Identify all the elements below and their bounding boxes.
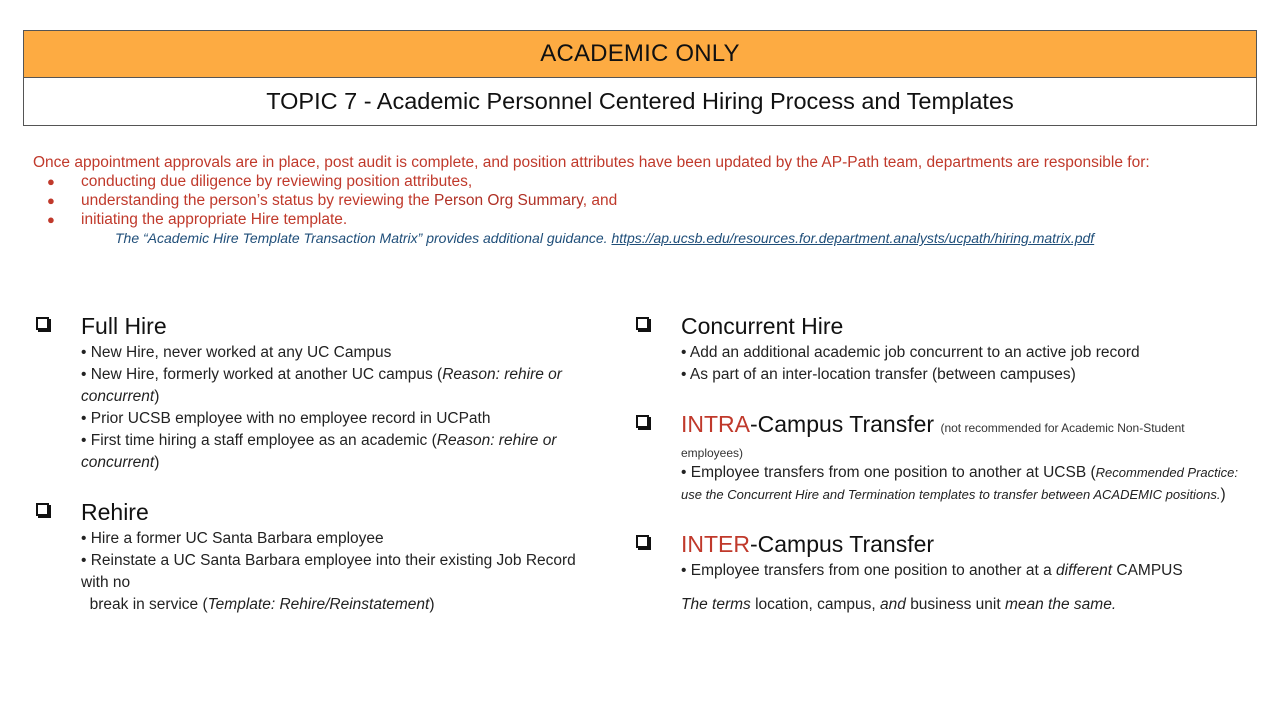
full-hire-item-2-pre: • New Hire, formerly worked at another UC campus (: [81, 366, 443, 383]
full-hire-item-4-pre: • First time hiring a staff employee as an academic (: [81, 432, 437, 449]
guidance-line: [33, 229, 1263, 248]
intro-bullet-2-post: , and: [582, 192, 618, 209]
inter-label: INTER: [681, 531, 750, 557]
inter-campus-title: [681, 528, 1246, 560]
bullet-dot-icon: ●: [47, 193, 55, 208]
section-concurrent-hire: [636, 310, 1246, 386]
intra-campus-title: [681, 408, 1246, 444]
intro-lead: Once appointment approvals are in place, post audit is complete, and position attributes have been updated by the AP-Path team, departments are responsible for:: [33, 154, 1150, 171]
terms-note: [681, 594, 1246, 616]
intro-bullet-1: [33, 172, 1263, 191]
terms-2: location, campus,: [755, 596, 876, 613]
rehire-item-3-pre: break in service (: [81, 596, 208, 613]
section-full-hire: [36, 310, 606, 474]
terms-5: mean the same.: [1000, 596, 1117, 613]
intra-label: INTRA: [681, 411, 750, 437]
intro-bullets: [33, 172, 1263, 229]
topic-title: TOPIC 7 - Academic Personnel Centered Hiring Process and Templates: [266, 88, 1014, 114]
terms-4: business unit: [910, 596, 1001, 613]
inter-item-1: [681, 560, 1246, 582]
intra-title-note-2: employees): [681, 446, 744, 460]
inter-different: different: [1056, 562, 1113, 579]
full-hire-item-2-reason: Reason: rehire or concurrent: [81, 366, 562, 405]
left-column: [36, 310, 606, 638]
intra-item-1-post: ): [1220, 486, 1226, 503]
topic-title-bar: [23, 78, 1257, 126]
concurrent-item-2: • As part of an inter-location transfer (between campuses): [681, 366, 1076, 383]
bullet-dot-icon: ●: [47, 212, 55, 227]
section-intra-campus: [636, 408, 1246, 506]
section-rehire: [36, 496, 606, 616]
terms-1: The terms: [681, 596, 756, 613]
section-inter-campus: [636, 528, 1246, 616]
intro-bullet-2: [33, 191, 1263, 210]
inter-item-1-pre: • Employee transfers from one position to another at a: [681, 562, 1057, 579]
full-hire-item-4-post: ): [154, 454, 160, 471]
intra-title-rest: -Campus Transfer: [750, 411, 941, 437]
bullet-dot-icon: ●: [47, 174, 55, 189]
rehire-item-3: [81, 594, 606, 616]
concurrent-hire-title: Concurrent Hire: [681, 313, 844, 339]
full-hire-item-2-post: ): [154, 388, 160, 405]
full-hire-item-2: [81, 364, 606, 408]
banner-text: ACADEMIC ONLY: [540, 40, 740, 67]
rehire-item-2: • Reinstate a UC Santa Barbara employee into their existing Job Record with no: [81, 552, 576, 591]
rehire-item-3-post: ): [429, 596, 435, 613]
intro-bullet-1-text: conducting due diligence by reviewing position attributes,: [81, 173, 473, 190]
checkbox-icon: [36, 503, 49, 516]
inter-title-rest: -Campus Transfer: [750, 531, 935, 557]
rehire-title: Rehire: [81, 499, 149, 525]
hiring-matrix-link[interactable]: https://ap.ucsb.edu/resources.for.department.analysts/ucpath/hiring.matrix.pdf: [611, 230, 1095, 246]
intra-title-note: (not recommended for Academic Non-Student: [940, 421, 1185, 435]
intra-recommended-practice: Recommended Practice: use the Concurrent Hire and Termination templates to transfer between ACADEMIC positions.: [681, 465, 1238, 502]
rehire-item-1: • Hire a former UC Santa Barbara employee: [81, 530, 384, 547]
intro-block: [33, 153, 1263, 248]
banner-academic-only: [23, 30, 1257, 78]
checkbox-icon: [636, 535, 649, 548]
right-column: [636, 310, 1246, 638]
checkbox-icon: [636, 317, 649, 330]
checkbox-icon: [636, 415, 649, 428]
guidance-text: The “Academic Hire Template Transaction Matrix” provides additional guidance.: [115, 230, 612, 246]
terms-3: and: [875, 596, 911, 613]
full-hire-title: Full Hire: [81, 313, 167, 339]
inter-item-1-post: CAMPUS: [1112, 562, 1183, 579]
person-org-summary: Person Org Summary: [434, 192, 583, 209]
rehire-item-3-template: Template: Rehire/Reinstatement: [207, 596, 430, 613]
full-hire-item-3: • Prior UCSB employee with no employee record in UCPath: [81, 410, 491, 427]
full-hire-item-4: [81, 430, 606, 474]
checkbox-icon: [36, 317, 49, 330]
full-hire-item-1: • New Hire, never worked at any UC Campus: [81, 344, 392, 361]
intra-item-1-pre: • Employee transfers from one position to another at UCSB (: [681, 464, 1096, 481]
intra-item-1: [681, 462, 1246, 506]
full-hire-item-4-reason: Reason: rehire or concurrent: [81, 432, 557, 471]
intro-bullet-3-text: initiating the appropriate Hire template.: [81, 211, 348, 228]
concurrent-item-1: • Add an additional academic job concurrent to an active job record: [681, 344, 1140, 361]
intro-bullet-2-pre: understanding the person’s status by reviewing the: [81, 192, 434, 209]
intro-bullet-3: [33, 210, 1263, 229]
